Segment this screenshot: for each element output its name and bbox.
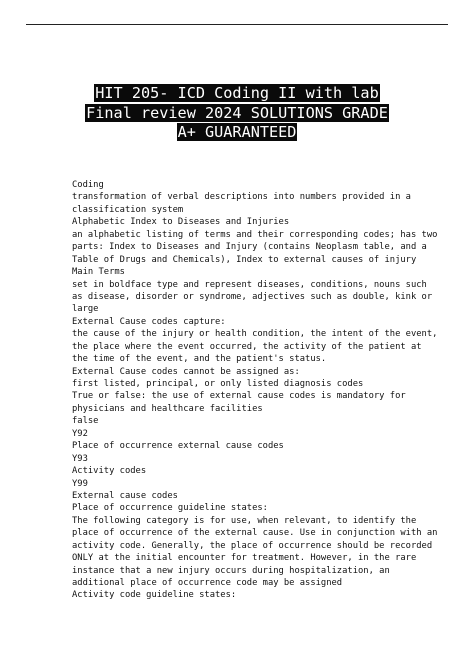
body-line: Main Terms <box>72 267 125 278</box>
body-line: classification system <box>72 204 184 215</box>
body-line: Place of occurrence guideline states: <box>72 503 268 514</box>
body-line: the time of the event, and the patient's status. <box>72 354 327 365</box>
body-line: True or false: the use of external cause codes is mandatory for <box>72 391 406 402</box>
body-line: additional place of occurrence code may be assigned <box>72 578 343 588</box>
body-line: Activity code guideline states: <box>72 590 237 601</box>
body-line: as disease, disorder or syndrome, adjectives such as double, kink or <box>72 291 433 302</box>
body-line: large <box>72 304 99 315</box>
document-body <box>72 179 467 602</box>
body-line: the cause of the injury or health condition, the intent of the event, <box>72 329 438 340</box>
top-divider <box>26 24 448 25</box>
body-line: activity code. Generally, the place of occurrence should be recorded <box>72 540 433 551</box>
body-line: Place of occurrence external cause codes <box>72 441 284 452</box>
body-line: Table of Drugs and Chemicals), Index to external causes of injury <box>72 254 417 265</box>
body-line: false <box>72 416 99 427</box>
body-line: Y99 <box>72 478 88 489</box>
title-line-2: Final review 2024 SOLUTIONS GRADE <box>86 103 388 122</box>
body-line: External Cause codes capture: <box>72 316 226 327</box>
body-line: Alphabetic Index to Diseases and Injuries <box>72 217 290 228</box>
body-line: transformation of verbal descriptions into numbers provided in a <box>72 192 411 203</box>
title-line-1: HIT 205- ICD Coding II with lab <box>95 84 379 102</box>
document-title <box>0 84 474 143</box>
body-line: Y93 <box>72 453 88 464</box>
body-line: ONLY at the initial encounter for treatment. However, in the rare <box>72 553 417 564</box>
body-line: Coding <box>72 180 104 190</box>
body-line: External Cause codes cannot be assigned as: <box>72 366 300 377</box>
body-line: the place where the event occurred, the activity of the patient at <box>72 341 422 352</box>
body-line: an alphabetic listing of terms and their corresponding codes; has two <box>72 229 438 240</box>
body-line: physicians and healthcare facilities <box>72 403 263 414</box>
body-line: External cause codes <box>72 490 178 501</box>
body-line: instance that a new injury occurs during hospitalization, an <box>72 565 390 576</box>
body-line: Y92 <box>72 428 88 439</box>
body-line: first listed, principal, or only listed diagnosis codes <box>72 379 364 389</box>
title-line-3: A+ GUARANTEED <box>177 123 297 141</box>
body-line: parts: Index to Diseases and Injury (contains Neoplasm table, and a <box>72 242 427 253</box>
body-line: place of occurrence of the external cause. Use in conjunction with an <box>72 528 438 539</box>
body-line: Activity codes <box>72 466 147 477</box>
body-line: The following category is for use, when relevant, to identify the <box>72 515 417 526</box>
body-line: set in boldface type and represent diseases, conditions, nouns such <box>72 279 427 290</box>
